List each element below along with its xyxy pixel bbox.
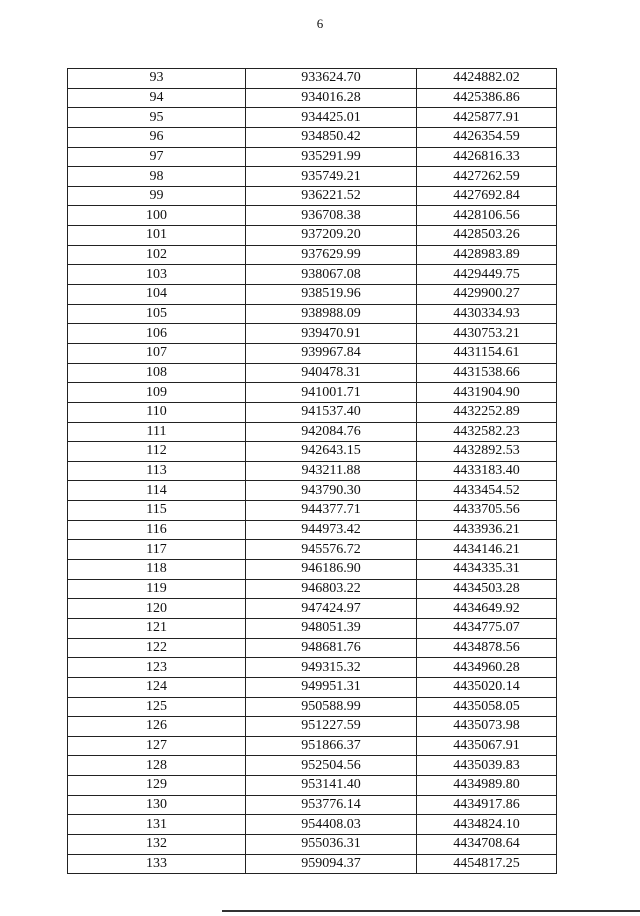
point-number-cell: 129 — [68, 776, 246, 796]
table-row — [68, 677, 557, 697]
point-number-cell: 93 — [68, 69, 246, 89]
x-coordinate-cell: 943211.88 — [246, 461, 417, 481]
point-number-cell: 122 — [68, 638, 246, 658]
coordinates-table — [67, 68, 557, 874]
y-coordinate-cell: 4432252.89 — [417, 402, 557, 422]
bottom-rule — [222, 910, 640, 912]
point-number-cell: 110 — [68, 402, 246, 422]
y-coordinate-cell: 4434917.86 — [417, 795, 557, 815]
point-number-cell: 101 — [68, 226, 246, 246]
table-row — [68, 402, 557, 422]
point-number-cell: 109 — [68, 383, 246, 403]
x-coordinate-cell: 959094.37 — [246, 854, 417, 874]
x-coordinate-cell: 944973.42 — [246, 520, 417, 540]
table-row — [68, 697, 557, 717]
y-coordinate-cell: 4428983.89 — [417, 245, 557, 265]
table-row — [68, 776, 557, 796]
y-coordinate-cell: 4433936.21 — [417, 520, 557, 540]
table-row — [68, 383, 557, 403]
table-row — [68, 285, 557, 305]
point-number-cell: 96 — [68, 127, 246, 147]
x-coordinate-cell: 941001.71 — [246, 383, 417, 403]
x-coordinate-cell: 952504.56 — [246, 756, 417, 776]
table-row — [68, 638, 557, 658]
point-number-cell: 131 — [68, 815, 246, 835]
table-row — [68, 520, 557, 540]
point-number-cell: 104 — [68, 285, 246, 305]
y-coordinate-cell: 4434878.56 — [417, 638, 557, 658]
x-coordinate-cell: 933624.70 — [246, 69, 417, 89]
x-coordinate-cell: 936708.38 — [246, 206, 417, 226]
y-coordinate-cell: 4431904.90 — [417, 383, 557, 403]
point-number-cell: 111 — [68, 422, 246, 442]
y-coordinate-cell: 4434503.28 — [417, 579, 557, 599]
table-row — [68, 226, 557, 246]
table-row — [68, 88, 557, 108]
x-coordinate-cell: 945576.72 — [246, 540, 417, 560]
point-number-cell: 119 — [68, 579, 246, 599]
y-coordinate-cell: 4426354.59 — [417, 127, 557, 147]
point-number-cell: 127 — [68, 736, 246, 756]
x-coordinate-cell: 943790.30 — [246, 481, 417, 501]
y-coordinate-cell: 4433183.40 — [417, 461, 557, 481]
coordinates-table-body — [68, 69, 557, 874]
x-coordinate-cell: 955036.31 — [246, 834, 417, 854]
table-row — [68, 324, 557, 344]
table-row — [68, 265, 557, 285]
x-coordinate-cell: 946803.22 — [246, 579, 417, 599]
table-row — [68, 501, 557, 521]
y-coordinate-cell: 4429900.27 — [417, 285, 557, 305]
y-coordinate-cell: 4428106.56 — [417, 206, 557, 226]
point-number-cell: 116 — [68, 520, 246, 540]
x-coordinate-cell: 948681.76 — [246, 638, 417, 658]
table-row — [68, 127, 557, 147]
y-coordinate-cell: 4430334.93 — [417, 304, 557, 324]
point-number-cell: 106 — [68, 324, 246, 344]
y-coordinate-cell: 4427692.84 — [417, 186, 557, 206]
point-number-cell: 126 — [68, 717, 246, 737]
point-number-cell: 124 — [68, 677, 246, 697]
table-row — [68, 108, 557, 128]
table-row — [68, 834, 557, 854]
y-coordinate-cell: 4435058.05 — [417, 697, 557, 717]
y-coordinate-cell: 4434775.07 — [417, 618, 557, 638]
table-row — [68, 736, 557, 756]
x-coordinate-cell: 949951.31 — [246, 677, 417, 697]
y-coordinate-cell: 4428503.26 — [417, 226, 557, 246]
point-number-cell: 112 — [68, 442, 246, 462]
table-row — [68, 756, 557, 776]
table-row — [68, 481, 557, 501]
y-coordinate-cell: 4433454.52 — [417, 481, 557, 501]
table-row — [68, 717, 557, 737]
point-number-cell: 121 — [68, 618, 246, 638]
y-coordinate-cell: 4431154.61 — [417, 343, 557, 363]
y-coordinate-cell: 4431538.66 — [417, 363, 557, 383]
y-coordinate-cell: 4425386.86 — [417, 88, 557, 108]
table-row — [68, 422, 557, 442]
y-coordinate-cell: 4434649.92 — [417, 599, 557, 619]
table-row — [68, 442, 557, 462]
x-coordinate-cell: 940478.31 — [246, 363, 417, 383]
point-number-cell: 99 — [68, 186, 246, 206]
y-coordinate-cell: 4435073.98 — [417, 717, 557, 737]
y-coordinate-cell: 4424882.02 — [417, 69, 557, 89]
x-coordinate-cell: 942643.15 — [246, 442, 417, 462]
point-number-cell: 125 — [68, 697, 246, 717]
point-number-cell: 95 — [68, 108, 246, 128]
point-number-cell: 117 — [68, 540, 246, 560]
x-coordinate-cell: 934425.01 — [246, 108, 417, 128]
table-row — [68, 540, 557, 560]
x-coordinate-cell: 954408.03 — [246, 815, 417, 835]
x-coordinate-cell: 939967.84 — [246, 343, 417, 363]
x-coordinate-cell: 938067.08 — [246, 265, 417, 285]
y-coordinate-cell: 4427262.59 — [417, 167, 557, 187]
point-number-cell: 98 — [68, 167, 246, 187]
point-number-cell: 107 — [68, 343, 246, 363]
table-row — [68, 795, 557, 815]
table-row — [68, 854, 557, 874]
x-coordinate-cell: 937629.99 — [246, 245, 417, 265]
table-row — [68, 343, 557, 363]
y-coordinate-cell: 4434146.21 — [417, 540, 557, 560]
y-coordinate-cell: 4429449.75 — [417, 265, 557, 285]
x-coordinate-cell: 938988.09 — [246, 304, 417, 324]
point-number-cell: 128 — [68, 756, 246, 776]
x-coordinate-cell: 938519.96 — [246, 285, 417, 305]
table-row — [68, 186, 557, 206]
table-row — [68, 363, 557, 383]
y-coordinate-cell: 4434824.10 — [417, 815, 557, 835]
y-coordinate-cell: 4425877.91 — [417, 108, 557, 128]
point-number-cell: 94 — [68, 88, 246, 108]
table-row — [68, 599, 557, 619]
point-number-cell: 133 — [68, 854, 246, 874]
point-number-cell: 97 — [68, 147, 246, 167]
point-number-cell: 103 — [68, 265, 246, 285]
table-row — [68, 245, 557, 265]
x-coordinate-cell: 934016.28 — [246, 88, 417, 108]
y-coordinate-cell: 4430753.21 — [417, 324, 557, 344]
x-coordinate-cell: 953776.14 — [246, 795, 417, 815]
table-row — [68, 461, 557, 481]
point-number-cell: 115 — [68, 501, 246, 521]
point-number-cell: 118 — [68, 560, 246, 580]
x-coordinate-cell: 941537.40 — [246, 402, 417, 422]
y-coordinate-cell: 4433705.56 — [417, 501, 557, 521]
table-row — [68, 147, 557, 167]
x-coordinate-cell: 953141.40 — [246, 776, 417, 796]
table-row — [68, 618, 557, 638]
x-coordinate-cell: 935291.99 — [246, 147, 417, 167]
y-coordinate-cell: 4434960.28 — [417, 658, 557, 678]
y-coordinate-cell: 4434989.80 — [417, 776, 557, 796]
x-coordinate-cell: 951866.37 — [246, 736, 417, 756]
table-row — [68, 815, 557, 835]
table-row — [68, 658, 557, 678]
table-row — [68, 69, 557, 89]
point-number-cell: 102 — [68, 245, 246, 265]
point-number-cell: 120 — [68, 599, 246, 619]
y-coordinate-cell: 4454817.25 — [417, 854, 557, 874]
x-coordinate-cell: 946186.90 — [246, 560, 417, 580]
x-coordinate-cell: 949315.32 — [246, 658, 417, 678]
point-number-cell: 113 — [68, 461, 246, 481]
y-coordinate-cell: 4432892.53 — [417, 442, 557, 462]
x-coordinate-cell: 939470.91 — [246, 324, 417, 344]
y-coordinate-cell: 4435020.14 — [417, 677, 557, 697]
table-row — [68, 560, 557, 580]
x-coordinate-cell: 948051.39 — [246, 618, 417, 638]
table-row — [68, 206, 557, 226]
x-coordinate-cell: 951227.59 — [246, 717, 417, 737]
x-coordinate-cell: 942084.76 — [246, 422, 417, 442]
page-number: 6 — [316, 16, 324, 31]
x-coordinate-cell: 935749.21 — [246, 167, 417, 187]
x-coordinate-cell: 937209.20 — [246, 226, 417, 246]
x-coordinate-cell: 934850.42 — [246, 127, 417, 147]
point-number-cell: 100 — [68, 206, 246, 226]
y-coordinate-cell: 4432582.23 — [417, 422, 557, 442]
x-coordinate-cell: 950588.99 — [246, 697, 417, 717]
point-number-cell: 114 — [68, 481, 246, 501]
x-coordinate-cell: 944377.71 — [246, 501, 417, 521]
x-coordinate-cell: 947424.97 — [246, 599, 417, 619]
y-coordinate-cell: 4434708.64 — [417, 834, 557, 854]
point-number-cell: 123 — [68, 658, 246, 678]
point-number-cell: 132 — [68, 834, 246, 854]
table-row — [68, 167, 557, 187]
x-coordinate-cell: 936221.52 — [246, 186, 417, 206]
y-coordinate-cell: 4426816.33 — [417, 147, 557, 167]
table-row — [68, 304, 557, 324]
y-coordinate-cell: 4435039.83 — [417, 756, 557, 776]
point-number-cell: 130 — [68, 795, 246, 815]
point-number-cell: 108 — [68, 363, 246, 383]
table-row — [68, 579, 557, 599]
y-coordinate-cell: 4434335.31 — [417, 560, 557, 580]
y-coordinate-cell: 4435067.91 — [417, 736, 557, 756]
point-number-cell: 105 — [68, 304, 246, 324]
